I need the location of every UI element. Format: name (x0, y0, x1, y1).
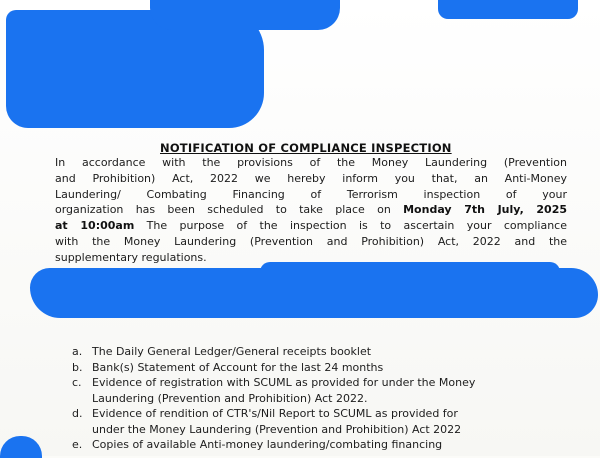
body-paragraph (55, 155, 567, 266)
list-item-text: Evidence of registration with SCUML as provided for under the Money (92, 376, 476, 389)
redaction-block (0, 436, 42, 458)
list-item-text: Bank(s) Statement of Account for the last 24 months (92, 360, 384, 374)
list-marker: e. (72, 438, 83, 451)
paragraph-text: The purpose of the inspection is to ascertain your compliance (134, 219, 567, 233)
list-item-text: under the Money Laundering (Prevention and Prohibition) Act 2022 (92, 422, 462, 436)
list-item (72, 360, 572, 376)
list-marker: c. (72, 376, 82, 389)
list-marker: d. (72, 407, 83, 420)
document-title: NOTIFICATION OF COMPLIANCE INSPECTION (160, 141, 452, 155)
redaction-block (150, 0, 340, 30)
inspection-date: Monday 7th July, 2025 (403, 203, 568, 217)
paragraph-line: Laundering/ Combating Financing of Terrorism inspection of your (55, 187, 567, 201)
inspection-time: at 10:00am (55, 219, 135, 233)
list-item-text: Evidence of rendition of CTR's/Nil Report to SCUML as provided for (92, 407, 458, 420)
list-item (72, 344, 572, 360)
list-item-text: Laundering (Prevention and Prohibition) Act 2022. (92, 391, 368, 405)
redaction-block (30, 268, 598, 318)
list-marker: a. (72, 345, 83, 358)
paragraph-line: and Prohibition) Act, 2022 we hereby inform you that, an Anti-Money (55, 171, 567, 185)
list-item (72, 437, 572, 453)
list-item (72, 375, 572, 406)
list-item-text: Copies of available Anti-money laundering/combating financing (92, 438, 443, 451)
list-item (72, 406, 572, 437)
paragraph-line: with the Money Laundering (Prevention and Prohibition) Act, 2022 and the (55, 234, 567, 248)
paragraph-line (55, 202, 567, 218)
paragraph-line: In accordance with the provisions of the Money Laundering (Prevention (55, 156, 567, 169)
redaction-block (438, 0, 578, 19)
list-item-text: The Daily General Ledger/General receipts booklet (92, 345, 372, 358)
list-marker: b. (72, 360, 83, 374)
paragraph-line (55, 218, 567, 234)
document-list (72, 344, 572, 453)
paragraph-text: organization has been scheduled to take place on (55, 203, 404, 217)
paragraph-line: supplementary regulations. (55, 250, 207, 264)
